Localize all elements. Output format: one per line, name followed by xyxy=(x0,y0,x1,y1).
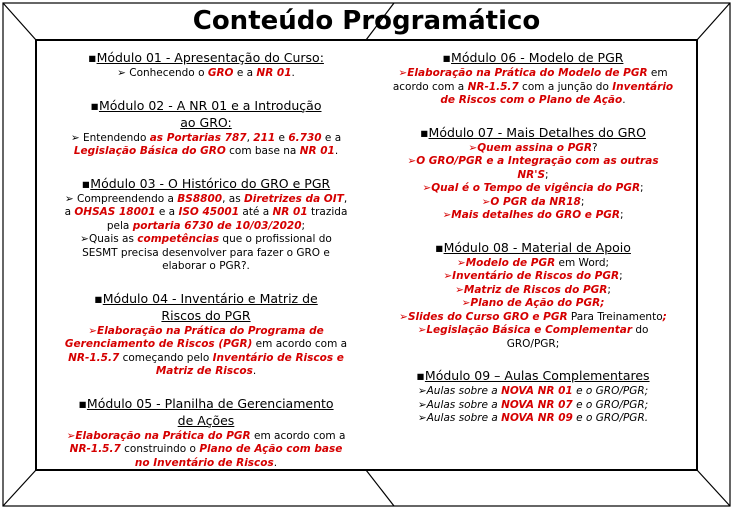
body-text: e a xyxy=(233,67,257,79)
highlight-text: ➢Mais detalhes do GRO e PGR xyxy=(442,209,620,221)
module-line xyxy=(375,142,691,156)
body-text: , as xyxy=(222,192,244,205)
module-line xyxy=(375,399,691,413)
highlight-text: NR-1.5.7 xyxy=(68,351,120,364)
highlight-text: GRO xyxy=(207,67,234,79)
body-text: ; xyxy=(580,195,585,208)
body-text: . xyxy=(252,365,257,377)
bullet-icon: ▪ xyxy=(90,97,99,113)
highlight-text: ➢Legislação Básica e Complementar xyxy=(417,324,632,336)
body-text: com a junção do xyxy=(518,80,613,93)
highlight-text: BS8800 xyxy=(177,192,223,205)
left-column xyxy=(42,50,370,487)
body-text: e o GRO/PGR; xyxy=(572,385,649,397)
highlight-text: ; xyxy=(662,310,667,323)
body-text: ; xyxy=(640,182,644,194)
body-text: Entendendo xyxy=(82,131,150,144)
body-text: , xyxy=(343,192,348,205)
module-line xyxy=(42,457,370,471)
body-text: . xyxy=(622,94,626,106)
highlight-text: ➢Plano de Ação do PGR; xyxy=(461,297,605,309)
highlight-text: ➢Qual é o Tempo de vigência do PGR xyxy=(422,182,641,194)
body-text: ; xyxy=(607,283,611,296)
module-block xyxy=(42,50,370,81)
module-block xyxy=(42,291,370,379)
body-text: trazida xyxy=(307,206,348,218)
body-text: Compreendendo a xyxy=(76,192,178,205)
highlight-text: ➢Elaboração na Prática do Programa de xyxy=(88,324,324,337)
module-line xyxy=(375,270,691,284)
bullet-icon: ▪ xyxy=(435,239,444,255)
body-text: ; xyxy=(619,209,624,221)
body-text: ; xyxy=(301,219,306,232)
module-line xyxy=(375,257,691,271)
bullet-icon: ▪ xyxy=(88,50,97,65)
body-text: que o profissional do xyxy=(219,233,332,245)
highlight-text: NR 01 xyxy=(272,206,308,218)
module-line xyxy=(375,297,691,311)
body-text: elaborar o PGR?. xyxy=(162,260,250,272)
body-text: pela xyxy=(106,219,133,232)
body-text: a xyxy=(64,206,75,218)
module-line xyxy=(42,220,370,234)
highlight-text: Legislação Básica do GRO xyxy=(73,145,226,157)
module-block xyxy=(42,176,370,274)
body-text: até a xyxy=(239,206,273,218)
body-text: e o GRO/PGR. xyxy=(572,412,649,424)
module-block xyxy=(375,125,691,223)
body-text: e xyxy=(275,131,289,144)
module-line xyxy=(375,385,691,399)
body-text: com base na xyxy=(225,145,300,157)
module-line xyxy=(42,260,370,274)
module-line xyxy=(375,81,691,95)
module-line xyxy=(375,67,691,81)
body-text: ; xyxy=(545,168,549,181)
highlight-text: NOVA NR 09 xyxy=(501,412,573,424)
module-heading: ▪Módulo 08 - Material de Apoio xyxy=(435,239,631,255)
module-line xyxy=(42,338,370,352)
body-text: ➢Aulas sobre a xyxy=(417,412,502,424)
body-text: GRO/PGR; xyxy=(506,337,560,350)
bullet-icon: ▪ xyxy=(442,50,452,65)
module-heading: ▪Módulo 05 - Planilha de Gerenciamento xyxy=(78,395,334,411)
module-heading: ▪Módulo 07 - Mais Detalhes do GRO xyxy=(420,124,646,140)
module-block xyxy=(375,368,691,426)
highlight-text: NOVA NR 07 xyxy=(501,398,573,411)
module-heading: ▪Módulo 01 - Apresentação do Curso: xyxy=(88,50,324,65)
body-text: ➢ xyxy=(80,233,89,245)
body-text: ➢ xyxy=(64,192,77,205)
module-heading: Riscos do PGR xyxy=(161,307,251,323)
body-text: em acordo com a xyxy=(252,338,348,350)
body-text: e o GRO/PGR; xyxy=(572,398,649,411)
module-block xyxy=(375,240,691,352)
body-text: ? xyxy=(592,141,598,154)
module-heading: ao GRO: xyxy=(180,114,232,130)
highlight-text: as Portarias 787 xyxy=(149,131,247,144)
bullet-icon: ▪ xyxy=(94,290,103,306)
module-block xyxy=(375,50,691,108)
highlight-text: 211 xyxy=(253,131,276,144)
body-text: e a xyxy=(155,206,179,218)
body-text: , xyxy=(246,131,254,144)
highlight-text: NR 01 xyxy=(299,145,335,157)
module-line xyxy=(42,132,370,146)
body-text: ➢ xyxy=(70,131,83,144)
module-line xyxy=(375,324,691,338)
highlight-text: Plano de Ação com base xyxy=(199,443,343,455)
bullet-icon: ▪ xyxy=(78,395,87,411)
body-text: acordo com a xyxy=(392,80,468,93)
module-line xyxy=(375,412,691,426)
highlight-text: Inventário xyxy=(612,80,674,93)
module-line xyxy=(42,325,370,339)
module-heading: ▪Módulo 02 - A NR 01 e a Introdução xyxy=(90,97,322,113)
highlight-text: NR-1.5.7 xyxy=(69,443,121,455)
module-heading: ▪Módulo 03 - O Histórico do GRO e PGR xyxy=(81,175,331,191)
module-line xyxy=(42,67,370,81)
module-heading: ▪Módulo 04 - Inventário e Matriz de xyxy=(94,290,318,306)
body-text: construindo o xyxy=(120,443,200,455)
highlight-text: NR-1.5.7 xyxy=(467,80,519,93)
highlight-text: de Riscos com o Plano de Ação xyxy=(440,94,623,106)
body-text: começando pelo xyxy=(119,351,213,364)
body-text: Conhecendo o xyxy=(129,67,208,79)
highlight-text: ➢Inventário de Riscos do PGR xyxy=(443,270,620,282)
highlight-text: OHSAS 18001 xyxy=(74,206,156,218)
module-line xyxy=(42,206,370,220)
module-heading: ▪Módulo 06 - Modelo de PGR xyxy=(442,50,624,65)
module-block xyxy=(42,396,370,471)
module-line xyxy=(375,196,691,210)
highlight-text: ➢O PGR da NR18 xyxy=(481,195,581,208)
module-line xyxy=(375,169,691,183)
module-line xyxy=(375,311,691,325)
body-text: . xyxy=(291,67,295,79)
module-heading: de Ações xyxy=(177,412,235,428)
highlight-text: ISO 45001 xyxy=(178,206,240,218)
body-text: em xyxy=(647,67,668,79)
module-line xyxy=(42,443,370,457)
highlight-text: no Inventário de Riscos xyxy=(134,456,274,469)
highlight-text: NR'S xyxy=(517,168,546,181)
module-block xyxy=(42,98,370,159)
highlight-text: NOVA NR 01 xyxy=(501,385,573,397)
module-line xyxy=(42,193,370,207)
body-text: SESMT precisa desenvolver para fazer o GRO e xyxy=(82,246,330,259)
module-line xyxy=(42,247,370,261)
highlight-text: ➢Slides do Curso GRO e PGR xyxy=(399,310,568,323)
body-text: em Word; xyxy=(555,256,610,269)
module-line xyxy=(375,94,691,108)
body-text: Quais as xyxy=(88,233,138,245)
body-text: . xyxy=(334,145,339,157)
body-text: ➢Aulas sobre a xyxy=(417,398,502,411)
module-line xyxy=(42,352,370,366)
highlight-text: Matriz de Riscos xyxy=(155,365,253,377)
page-title: Conteúdo Programático xyxy=(192,6,541,36)
highlight-text: competências xyxy=(137,233,220,245)
module-line xyxy=(375,209,691,223)
module-line xyxy=(42,145,370,159)
body-text: ➢ xyxy=(117,67,130,79)
highlight-text: ➢O GRO/PGR e a Integração com as outras xyxy=(407,155,659,167)
highlight-text: ➢Quem assina o PGR xyxy=(468,141,592,154)
module-line xyxy=(375,155,691,169)
body-text: Para Treinamento xyxy=(567,310,663,323)
right-column xyxy=(375,50,691,443)
module-heading: ▪Módulo 09 – Aulas Complementares xyxy=(416,368,650,383)
highlight-text: Diretrizes da OIT xyxy=(244,192,344,205)
body-text: em acordo com a xyxy=(250,429,346,442)
highlight-text: ➢Modelo de PGR xyxy=(456,256,556,269)
bullet-icon: ▪ xyxy=(81,175,91,191)
highlight-text: 6.730 xyxy=(288,131,322,144)
highlight-text: NR 01 xyxy=(256,67,292,79)
module-line xyxy=(42,233,370,247)
bullet-icon: ▪ xyxy=(416,368,425,383)
highlight-text: Gerenciamento de Riscos (PGR) xyxy=(64,338,253,350)
module-line xyxy=(375,338,691,352)
body-text: e a xyxy=(321,131,342,144)
module-line xyxy=(375,284,691,298)
highlight-text: portaria 6730 de 10/03/2020 xyxy=(132,219,302,232)
bullet-icon: ▪ xyxy=(420,124,429,140)
highlight-text: Inventário de Riscos e xyxy=(212,351,344,364)
highlight-text: ➢Elaboração na Prática do Modelo de PGR xyxy=(398,67,648,79)
module-line xyxy=(42,430,370,444)
highlight-text: ➢Matriz de Riscos do PGR xyxy=(455,283,608,296)
body-text: . xyxy=(273,456,278,469)
module-line xyxy=(42,365,370,379)
body-text: ➢Aulas sobre a xyxy=(417,385,502,397)
module-line xyxy=(375,182,691,196)
highlight-text: ➢Elaboração na Prática do PGR xyxy=(66,429,251,442)
body-text: ; xyxy=(619,270,623,282)
body-text: do xyxy=(632,324,649,336)
